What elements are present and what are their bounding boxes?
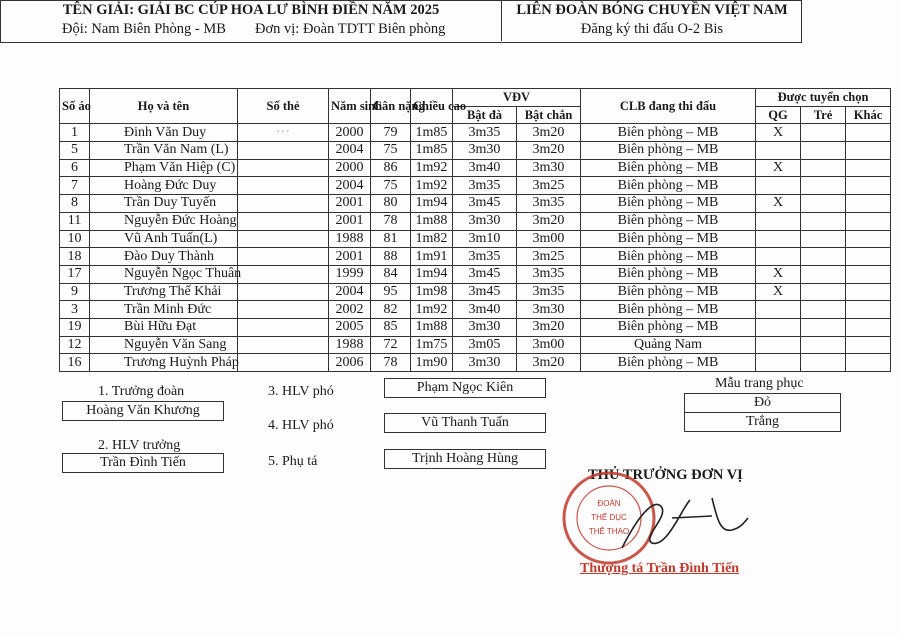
player-other — [846, 230, 891, 248]
player-no: 3 — [60, 301, 90, 319]
player-name: Nguyễn Đức Hoàng — [90, 212, 238, 230]
player-birth: 2004 — [329, 177, 371, 195]
player-spike: 3m30 — [453, 212, 517, 230]
player-name: Đào Duy Thành — [90, 248, 238, 266]
player-spike: 3m45 — [453, 265, 517, 283]
player-spike: 3m10 — [453, 230, 517, 248]
player-club: Biên phòng – MB — [581, 195, 756, 213]
player-club: Biên phòng – MB — [581, 283, 756, 301]
player-no: 12 — [60, 336, 90, 354]
player-no: 9 — [60, 283, 90, 301]
player-qg: X — [756, 195, 801, 213]
player-weight: 86 — [371, 159, 411, 177]
col-name: Họ và tên — [90, 89, 238, 124]
player-birth: 2000 — [329, 124, 371, 142]
uniform-color-2: Trắng — [684, 412, 841, 432]
table-row — [60, 177, 891, 195]
player-spike: 3m40 — [453, 301, 517, 319]
player-height: 1m91 — [411, 248, 453, 266]
player-qg — [756, 248, 801, 266]
player-weight: 84 — [371, 265, 411, 283]
player-weight: 88 — [371, 248, 411, 266]
aide-label: 5. Phụ tá — [268, 454, 318, 469]
player-birth: 2006 — [329, 354, 371, 372]
coach-label: 2. HLV trưởng — [98, 438, 181, 453]
player-block: 3m20 — [517, 354, 581, 372]
player-club: Biên phòng – MB — [581, 159, 756, 177]
player-club: Biên phòng – MB — [581, 177, 756, 195]
col-block: Bật chắn — [517, 106, 581, 124]
player-height: 1m75 — [411, 336, 453, 354]
player-height: 1m85 — [411, 124, 453, 142]
player-block: 3m25 — [517, 248, 581, 266]
col-weight: Cân nặng — [371, 89, 411, 124]
player-club: Quảng Nam — [581, 336, 756, 354]
player-other — [846, 336, 891, 354]
player-birth: 1988 — [329, 230, 371, 248]
player-other — [846, 177, 891, 195]
player-other — [846, 248, 891, 266]
player-no: 7 — [60, 177, 90, 195]
player-qg — [756, 142, 801, 160]
player-young — [801, 354, 846, 372]
player-spike: 3m30 — [453, 354, 517, 372]
player-qg — [756, 354, 801, 372]
asst2-name: Vũ Thanh Tuấn — [384, 413, 546, 433]
player-name: Hoàng Đức Duy — [90, 177, 238, 195]
player-weight: 80 — [371, 195, 411, 213]
player-height: 1m92 — [411, 301, 453, 319]
coach-name: Trần Đình Tiến — [62, 453, 224, 473]
player-block: 3m20 — [517, 124, 581, 142]
team-label: Đội: Nam Biên Phòng - MB — [62, 21, 226, 37]
player-birth: 1999 — [329, 265, 371, 283]
player-weight: 78 — [371, 354, 411, 372]
player-club: Biên phòng – MB — [581, 301, 756, 319]
head-name: Hoàng Văn Khương — [62, 401, 224, 421]
player-young — [801, 318, 846, 336]
form-code: Đăng ký thi đấu O-2 Bis — [580, 21, 724, 37]
roster-body — [60, 124, 891, 372]
player-card — [238, 159, 329, 177]
player-height: 1m94 — [411, 265, 453, 283]
table-header-row — [60, 89, 891, 107]
player-other — [846, 354, 891, 372]
player-qg — [756, 177, 801, 195]
col-other: Khác — [846, 106, 891, 124]
player-height: 1m85 — [411, 142, 453, 160]
player-spike: 3m05 — [453, 336, 517, 354]
player-other — [846, 142, 891, 160]
player-card — [238, 195, 329, 213]
player-name: Nguyễn Ngọc Thuân — [90, 265, 238, 283]
player-young — [801, 124, 846, 142]
player-weight: 95 — [371, 283, 411, 301]
col-young: Trẻ — [801, 106, 846, 124]
player-name: Nguyễn Văn Sang — [90, 336, 238, 354]
player-spike: 3m30 — [453, 318, 517, 336]
col-card: Số thẻ — [238, 89, 329, 124]
player-club: Biên phòng – MB — [581, 142, 756, 160]
head-label: 1. Trưởng đoàn — [98, 384, 185, 399]
player-card — [238, 230, 329, 248]
player-birth: 1988 — [329, 336, 371, 354]
player-card — [238, 142, 329, 160]
table-row — [60, 195, 891, 213]
player-name: Trần Minh Đức — [90, 301, 238, 319]
player-qg — [756, 336, 801, 354]
asst2-label: 4. HLV phó — [268, 418, 334, 433]
table-row — [60, 159, 891, 177]
player-birth: 2004 — [329, 283, 371, 301]
player-spike: 3m35 — [453, 248, 517, 266]
aide-name: Trịnh Hoàng Hùng — [384, 449, 546, 469]
player-height: 1m88 — [411, 212, 453, 230]
table-row — [60, 336, 891, 354]
player-no: 6 — [60, 159, 90, 177]
player-club: Biên phòng – MB — [581, 124, 756, 142]
player-no: 8 — [60, 195, 90, 213]
player-card — [238, 265, 329, 283]
tournament-title: TÊN GIẢI: GIẢI BC CÚP HOA LƯ BÌNH ĐIỀN NĂM 2025 — [62, 2, 440, 18]
player-spike: 3m30 — [453, 142, 517, 160]
player-weight: 75 — [371, 142, 411, 160]
col-qg: QG — [756, 106, 801, 124]
player-no: 17 — [60, 265, 90, 283]
player-other — [846, 212, 891, 230]
player-no: 16 — [60, 354, 90, 372]
player-birth: 2000 — [329, 159, 371, 177]
player-qg: X — [756, 265, 801, 283]
player-block: 3m25 — [517, 177, 581, 195]
col-club: CLB đang thi đấu — [581, 89, 756, 124]
table-row — [60, 212, 891, 230]
player-young — [801, 142, 846, 160]
player-young — [801, 177, 846, 195]
player-birth: 2005 — [329, 318, 371, 336]
player-birth: 2001 — [329, 212, 371, 230]
player-birth: 2004 — [329, 142, 371, 160]
player-block: 3m20 — [517, 212, 581, 230]
asst1-name: Phạm Ngọc Kiên — [384, 378, 546, 398]
table-row — [60, 248, 891, 266]
player-height: 1m94 — [411, 195, 453, 213]
player-spike: 3m40 — [453, 159, 517, 177]
uniform-color-1: Đỏ — [684, 393, 841, 413]
player-height: 1m82 — [411, 230, 453, 248]
player-no: 18 — [60, 248, 90, 266]
player-weight: 79 — [371, 124, 411, 142]
player-height: 1m90 — [411, 354, 453, 372]
player-qg — [756, 230, 801, 248]
player-card: ··· — [238, 124, 329, 142]
player-weight: 78 — [371, 212, 411, 230]
uniform-label: Mẫu trang phục — [715, 376, 804, 391]
player-club: Biên phòng – MB — [581, 212, 756, 230]
player-height: 1m98 — [411, 283, 453, 301]
player-club: Biên phòng – MB — [581, 318, 756, 336]
table-row — [60, 318, 891, 336]
player-card — [238, 177, 329, 195]
player-card — [238, 212, 329, 230]
player-height: 1m92 — [411, 177, 453, 195]
player-card — [238, 301, 329, 319]
signer-name: Thượng tá Trần Đình Tiến — [580, 561, 740, 576]
table-row — [60, 301, 891, 319]
player-qg: X — [756, 283, 801, 301]
player-birth: 2001 — [329, 195, 371, 213]
player-no: 1 — [60, 124, 90, 142]
col-birth: Năm sinh — [329, 89, 371, 124]
table-row — [60, 230, 891, 248]
player-qg: X — [756, 159, 801, 177]
svg-text:THỂ DỤC: THỂ DỤC — [591, 513, 627, 522]
player-weight: 82 — [371, 301, 411, 319]
player-qg — [756, 212, 801, 230]
player-qg — [756, 301, 801, 319]
table-row — [60, 354, 891, 372]
player-young — [801, 230, 846, 248]
col-spike: Bật đà — [453, 106, 517, 124]
player-young — [801, 195, 846, 213]
col-selected: Được tuyển chọn — [756, 89, 891, 107]
player-young — [801, 336, 846, 354]
player-height: 1m92 — [411, 159, 453, 177]
signature-title: THỦ TRƯỞNG ĐƠN VỊ — [588, 467, 743, 483]
player-no: 5 — [60, 142, 90, 160]
player-card — [238, 336, 329, 354]
player-name: Trương Huỳnh Pháp — [90, 354, 238, 372]
player-young — [801, 159, 846, 177]
player-young — [801, 212, 846, 230]
player-other — [846, 159, 891, 177]
player-young — [801, 265, 846, 283]
table-row — [60, 265, 891, 283]
player-height: 1m88 — [411, 318, 453, 336]
player-birth: 2002 — [329, 301, 371, 319]
player-club: Biên phòng – MB — [581, 248, 756, 266]
player-block: 3m35 — [517, 283, 581, 301]
player-other — [846, 195, 891, 213]
player-name: Phạm Văn Hiệp (C) — [90, 159, 238, 177]
player-card — [238, 318, 329, 336]
player-block: 3m00 — [517, 336, 581, 354]
player-name: Trần Văn Nam (L) — [90, 142, 238, 160]
player-club: Biên phòng – MB — [581, 265, 756, 283]
svg-text:THỂ THAO: THỂ THAO — [588, 527, 630, 536]
player-card — [238, 283, 329, 301]
player-club: Biên phòng – MB — [581, 230, 756, 248]
unit-label: Đơn vị: Đoàn TDTT Biên phòng — [255, 21, 446, 37]
table-row — [60, 124, 891, 142]
col-height: Chiều cao — [411, 89, 453, 124]
player-name: Đinh Văn Duy — [90, 124, 238, 142]
player-spike: 3m35 — [453, 124, 517, 142]
federation-title: LIÊN ĐOÀN BÓNG CHUYỀN VIỆT NAM — [516, 2, 788, 18]
player-spike: 3m35 — [453, 177, 517, 195]
player-other — [846, 301, 891, 319]
player-name: Trương Thế Khải — [90, 283, 238, 301]
player-block: 3m35 — [517, 265, 581, 283]
col-vdv: VĐV — [453, 89, 581, 107]
player-name: Trần Duy Tuyến — [90, 195, 238, 213]
table-row — [60, 142, 891, 160]
document-header — [0, 0, 802, 43]
player-no: 10 — [60, 230, 90, 248]
asst1-label: 3. HLV phó — [268, 384, 334, 399]
player-young — [801, 248, 846, 266]
player-young — [801, 301, 846, 319]
player-spike: 3m45 — [453, 195, 517, 213]
player-no: 19 — [60, 318, 90, 336]
col-no: Số áo — [60, 89, 90, 124]
player-name: Bùi Hữu Đạt — [90, 318, 238, 336]
roster-table — [59, 88, 891, 372]
player-other — [846, 124, 891, 142]
player-block: 3m30 — [517, 159, 581, 177]
handwritten-signature — [612, 488, 752, 558]
player-qg: X — [756, 124, 801, 142]
player-qg — [756, 318, 801, 336]
svg-text:ĐOÀN: ĐOÀN — [597, 499, 621, 508]
player-birth: 2001 — [329, 248, 371, 266]
table-row — [60, 283, 891, 301]
player-block: 3m20 — [517, 318, 581, 336]
player-other — [846, 318, 891, 336]
player-young — [801, 283, 846, 301]
player-weight: 81 — [371, 230, 411, 248]
player-weight: 85 — [371, 318, 411, 336]
player-block: 3m00 — [517, 230, 581, 248]
player-no: 11 — [60, 212, 90, 230]
player-block: 3m30 — [517, 301, 581, 319]
player-weight: 72 — [371, 336, 411, 354]
player-name: Vũ Anh Tuấn(L) — [90, 230, 238, 248]
player-card — [238, 354, 329, 372]
player-club: Biên phòng – MB — [581, 354, 756, 372]
player-block: 3m20 — [517, 142, 581, 160]
player-card — [238, 248, 329, 266]
player-block: 3m35 — [517, 195, 581, 213]
player-spike: 3m45 — [453, 283, 517, 301]
player-other — [846, 265, 891, 283]
player-other — [846, 283, 891, 301]
player-weight: 75 — [371, 177, 411, 195]
